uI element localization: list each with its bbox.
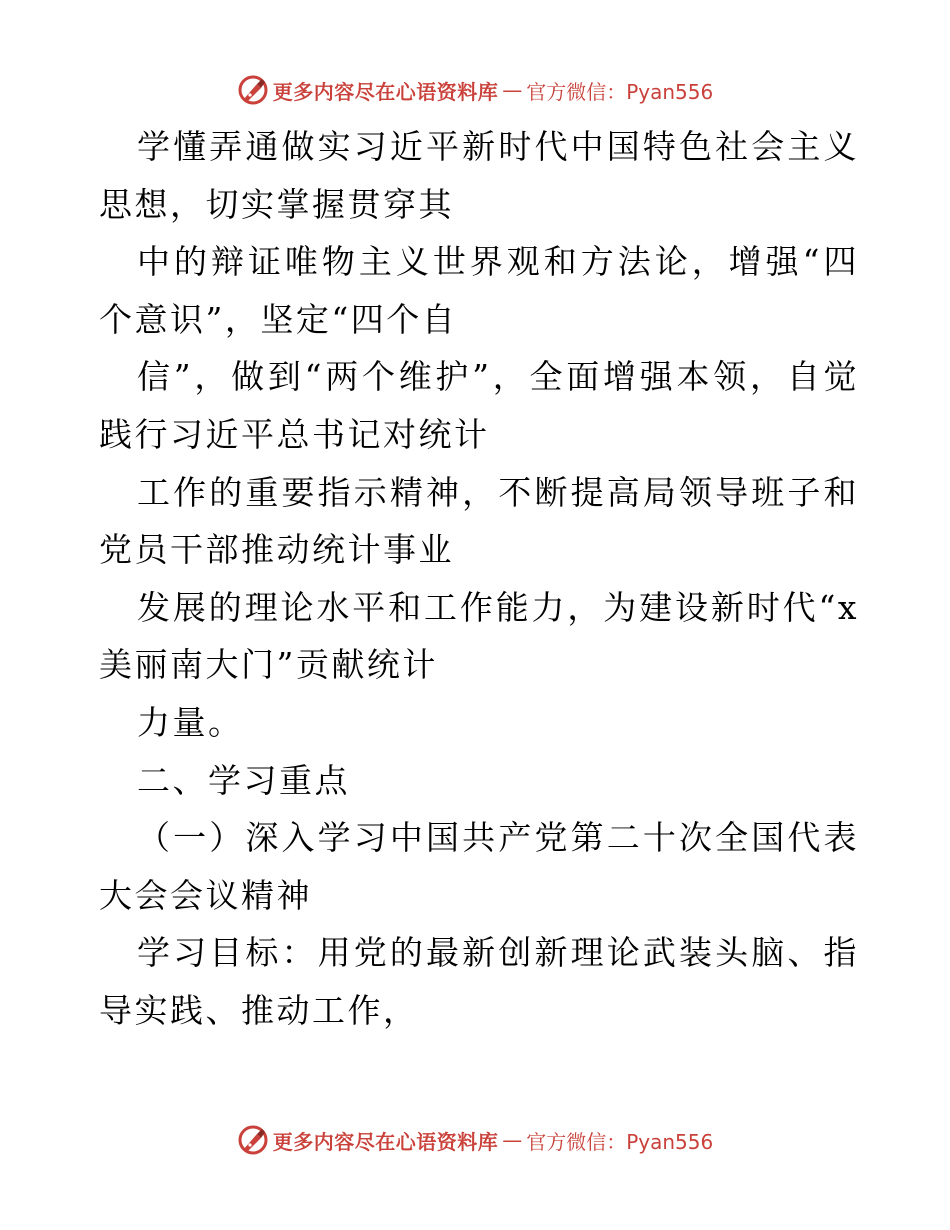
page-header (0, 70, 950, 110)
footer-separator: — (502, 1128, 523, 1152)
paragraph-1: 学懂弄通做实习近平新时代中国特色社会主义思想，切实掌握贯穿其 (99, 127, 859, 224)
pen-nib-logo-icon (237, 1124, 269, 1156)
header-wechat-text: 官方微信：Pyan556 (526, 79, 714, 104)
page-footer (0, 1120, 950, 1160)
paragraph-9: 学习目标：用党的最新创新理论武装头脑、指导实践、推动工作， (99, 933, 859, 1030)
document-body (99, 118, 859, 1040)
subsection-heading: （一）深入学习中国共产党第二十次全国代表大会会议精神 (99, 818, 859, 915)
paragraph-4: 工作的重要指示精神，不断提高局领导班子和党员干部推动统计事业 (99, 472, 859, 570)
header-site-text: 更多内容尽在心语资料库 (272, 79, 499, 104)
paragraph-2: 中的辩证唯物主义世界观和方法论，增强“四个意识”，坚定“四个自 (99, 242, 859, 339)
footer-brand (237, 1124, 714, 1156)
paragraph-6: 力量。 (137, 702, 244, 742)
footer-wechat-text: 官方微信：Pyan556 (526, 1129, 714, 1154)
pen-nib-logo-icon (237, 74, 269, 106)
section-heading: 二、学习重点 (137, 760, 350, 800)
header-brand (237, 74, 714, 106)
footer-site-text: 更多内容尽在心语资料库 (272, 1129, 499, 1154)
paragraph-3: 信”，做到“两个维护”，全面增强本领，自觉践行习近平总书记对统计 (99, 357, 859, 454)
paragraph-5: 发展的理论水平和工作能力，为建设新时代“x美丽南大门”贡献统计 (99, 587, 859, 685)
header-separator: — (502, 78, 523, 102)
